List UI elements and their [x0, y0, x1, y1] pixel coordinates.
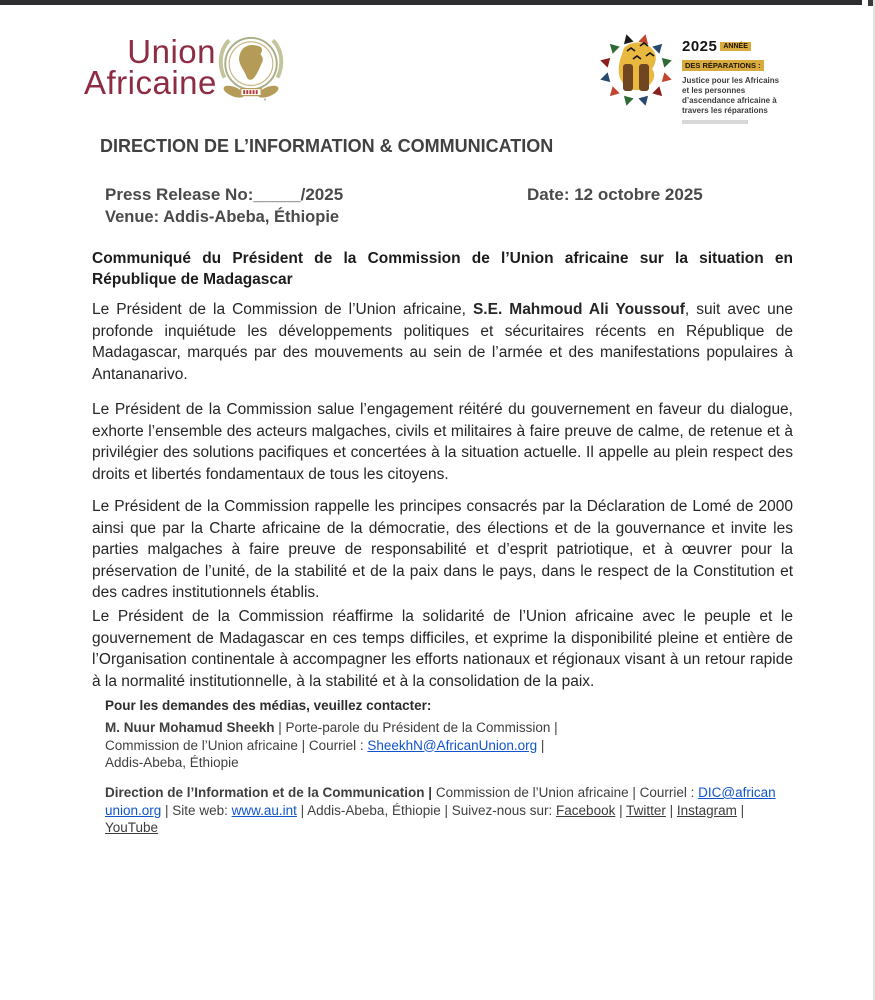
website-link[interactable]: www.au.int: [231, 802, 297, 818]
spokesperson-name: M. Nuur Mohamud Sheekh: [105, 720, 275, 735]
badge-line: travers les réparations: [682, 106, 768, 115]
badge-tag-reparations: DES RÉPARATIONS :: [682, 60, 764, 71]
paragraph-1: [92, 299, 793, 385]
footer-text: |: [736, 802, 745, 818]
paragraph-2: Le Président de la Commission salue l’engagement réitéré du gouvernement en faveur du dialogue, exhorte l’ensemble des acteurs malgaches, civils et militaires à faire preuve de calme, de retenue et à privilégier des solutions pacifiques et concertées à la situation actuelle. Il appelle au plein respect des droits et libertés fondamentaux de tous les citoyens.: [92, 401, 793, 483]
footer-text: |: [665, 802, 677, 818]
media-contact-text: |: [537, 737, 545, 753]
footer-line2: [105, 802, 785, 820]
media-contact-block: [105, 719, 575, 772]
footer-text: | Site web:: [161, 802, 232, 818]
paragraph-1-text: Le Président de la Commission de l’Union africaine,: [92, 301, 473, 318]
youtube-link[interactable]: YouTube: [105, 820, 159, 835]
media-contact-line1: [105, 719, 575, 737]
communique-title: Communiqué du Président de la Commission de l’Union africaine sur la situation en République de Madagascar: [92, 250, 793, 288]
spokesperson-email-link[interactable]: SheekhN@AfricanUnion.org: [367, 737, 538, 753]
footer-text: Commission de l’Union africaine | Courriel :: [432, 785, 699, 800]
press-release-number: Press Release No:_____/2025: [105, 185, 344, 204]
footer-block: [105, 784, 785, 837]
media-contact-text: | Porte-parole du Président de la Commission |: [274, 720, 558, 735]
badge-line: et les personnes: [682, 86, 746, 95]
window-top-border: [0, 0, 862, 5]
facebook-link[interactable]: Facebook: [556, 802, 616, 818]
footer-text: |: [615, 802, 627, 818]
footer-direction-label: Direction de l’Information et de la Communication |: [105, 785, 433, 800]
reparations-badge-text: [682, 30, 810, 124]
chairperson-name: S.E. Mahmoud Ali Youssouf: [472, 301, 685, 318]
paragraph-3: Le Président de la Commission rappelle les principes consacrés par la Déclaration de Lomé de 2000 ainsi que par la Charte africaine de la démocratie, des élections et de la gouvernance et invite les parties malgaches à faire preuve de responsabilité et d’esprit patriotique, et à œuvrer pour la préservation de l’unité, de la stabilité et de la paix dans le pays, dans le respect de la Constitution et des cadres institutionnels établis.: [92, 498, 793, 601]
badge-line: d’ascendance africaine à: [682, 96, 777, 105]
paragraph-1-text: , suit avec une profonde inquiétude les développements politiques et sécuritaires récents en République de Madagascar, marqués par des mouvements au sein de l’armée et des manifestations populaires à Antananarivo.: [92, 301, 794, 383]
reparations-badge: [596, 30, 811, 124]
au-wordmark-line1: Union: [127, 33, 216, 70]
media-contact-text: Commission de l’Union africaine | Courriel :: [105, 737, 368, 753]
footer-text: | Addis-Abeba, Éthiopie | Suivez-nous sur:: [296, 802, 557, 818]
instagram-link[interactable]: Instagram: [676, 802, 737, 818]
badge-tag-annee: ANNÉE: [720, 42, 751, 51]
media-contact-label: Pour les demandes des médias, veuillez contacter:: [105, 698, 432, 713]
badge-fineprint: [682, 120, 748, 124]
paragraph-4: Le Président de la Commission réaffirme la solidarité de l’Union africaine avec le peuple et le gouvernement de Madagascar en ces temps difficiles, et exprime la disponibilité pleine et entière de l’Organisation continentale à accompagner les efforts nationaux et régionaux visant à un retour rapide à la normalité institutionnelle, à la stabilité et à la consolidation de la paix.: [92, 608, 793, 690]
reparations-emblem-icon: [596, 30, 676, 124]
twitter-link[interactable]: Twitter: [626, 802, 666, 818]
department-heading: DIRECTION DE L’INFORMATION & COMMUNICATION: [100, 136, 554, 156]
au-wordmark-line2: Africaine: [84, 64, 217, 101]
au-emblem-icon: [212, 28, 290, 123]
dic-email-link-part2[interactable]: union.org: [105, 802, 162, 818]
press-release-row: [105, 185, 795, 205]
dic-email-link-part1[interactable]: DIC@african: [698, 785, 776, 800]
media-contact-line2: [105, 737, 575, 755]
footer-line3: [105, 819, 785, 837]
au-wordmark: [84, 33, 217, 101]
footer-line1: [105, 784, 785, 802]
press-release-date: Date: 12 octobre 2025: [527, 185, 703, 204]
media-contact-line3: Addis-Abeba, Éthiopie: [105, 755, 239, 770]
badge-line: Justice pour les Africains: [682, 76, 780, 85]
badge-year: 2025: [682, 38, 718, 55]
press-release-venue: Venue: Addis-Abeba, Éthiopie: [105, 208, 340, 226]
